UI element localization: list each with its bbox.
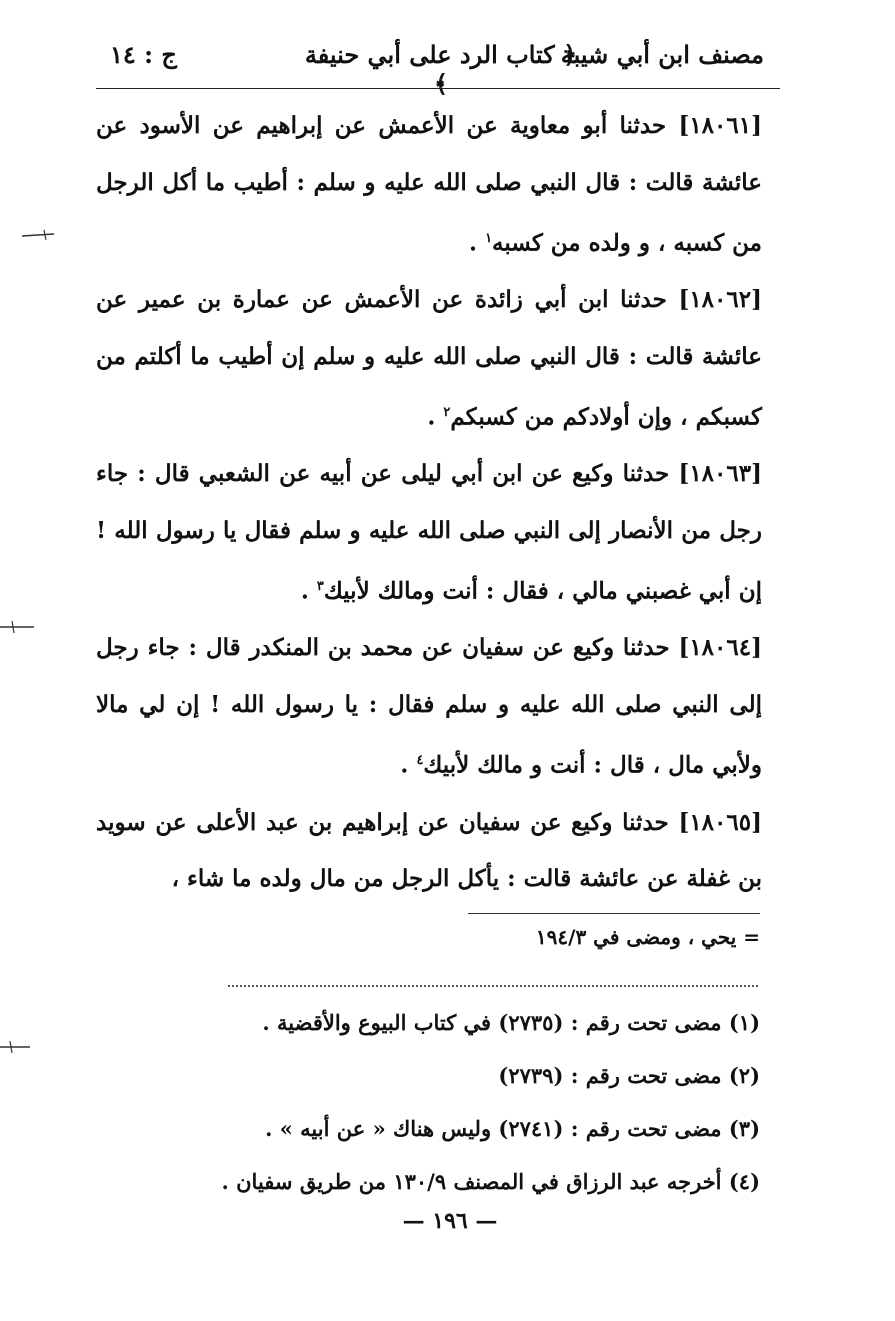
footnote-item: (٢) مضى تحت رقم : (٢٧٣٩) bbox=[498, 1063, 760, 1088]
footnote-item: (٣) مضى تحت رقم : (٢٧٤١) وليس هناك « عن أبيه » . bbox=[265, 1116, 760, 1141]
footnote-marker: ٢ bbox=[443, 405, 451, 421]
chapter-title: ﴿ كتاب الرد على أبي حنيفة ﴾ bbox=[304, 40, 578, 98]
volume-number: ج : ١٤ bbox=[110, 40, 177, 69]
main-text bbox=[96, 98, 762, 908]
header-divider bbox=[96, 88, 780, 89]
hadith-entry: [١٨٠٦٣] حدثنا وكيع عن ابن أبي ليلى عن أبيه عن الشعبي قال : جاء رجل من الأنصار إلى النبي صلى الله عليه و سلم فقال يا رسول الله ! إن أبي غصبني مالي ، فقال : أنت ومالك لأبيك$^٣$ . bbox=[96, 460, 762, 605]
footnote-item: (١) مضى تحت رقم : (٢٧٣٥) في كتاب البيوع والأقضية . bbox=[262, 1010, 760, 1035]
footnote-continuation: = يحي ، ومضى في ١٩٤/٣ bbox=[535, 925, 760, 949]
running-header bbox=[96, 30, 780, 98]
footnote-marker: ٣ bbox=[316, 579, 324, 595]
hadith-entry: [١٨٠٦٥] حدثنا وكيع عن سفيان عن إبراهيم بن عبد الأعلى عن سويد بن غفلة عن عائشة قالت : يأكل الرجل من مال ولده ما شاء ، bbox=[96, 808, 762, 893]
hadith-entry: [١٨٠٦١] حدثنا أبو معاوية عن الأعمش عن إبراهيم عن الأسود عن عائشة قالت : قال النبي صلى الله عليه و سلم : أطيب ما أكل الرجل من كسبه ، و ولده من كسبه$^١$ . bbox=[96, 112, 762, 257]
footnotes bbox=[160, 996, 760, 1208]
margin-mark-icon bbox=[0, 1040, 36, 1054]
hadith-entry: [١٨٠٦٤] حدثنا وكيع عن سفيان عن محمد بن المنكدر قال : جاء رجل إلى النبي صلى الله عليه و سلم فقال : يا رسول الله ! إن لي مالا ولأبي مال ، قال : أنت و مالك لأبيك$^٤$ . bbox=[96, 634, 762, 780]
footnote-marker: ١ bbox=[485, 231, 493, 246]
page-number: — ١٩٦ — bbox=[402, 1208, 498, 1234]
margin-mark-icon bbox=[0, 620, 36, 634]
margin-mark-icon bbox=[20, 228, 56, 242]
footnote-item: (٤) أخرجه عبد الرزاق في المصنف ١٣٠/٩ من طريق سفيان . bbox=[221, 1169, 760, 1194]
hadith-entry: [١٨٠٦٢] حدثنا ابن أبي زائدة عن الأعمش عن عمارة بن عمير عن عائشة قالت : قال النبي صلى الله عليه و سلم إن أطيب ما أكلتم من كسبكم ، وإن أولادكم من كسبكم$^٢$ . bbox=[96, 286, 762, 431]
footnote-divider bbox=[468, 913, 760, 914]
book-title: مصنف ابن أبي شيبة bbox=[560, 40, 764, 69]
footnote-dotted-divider bbox=[228, 985, 758, 987]
footnote-marker: ٤ bbox=[416, 753, 424, 769]
